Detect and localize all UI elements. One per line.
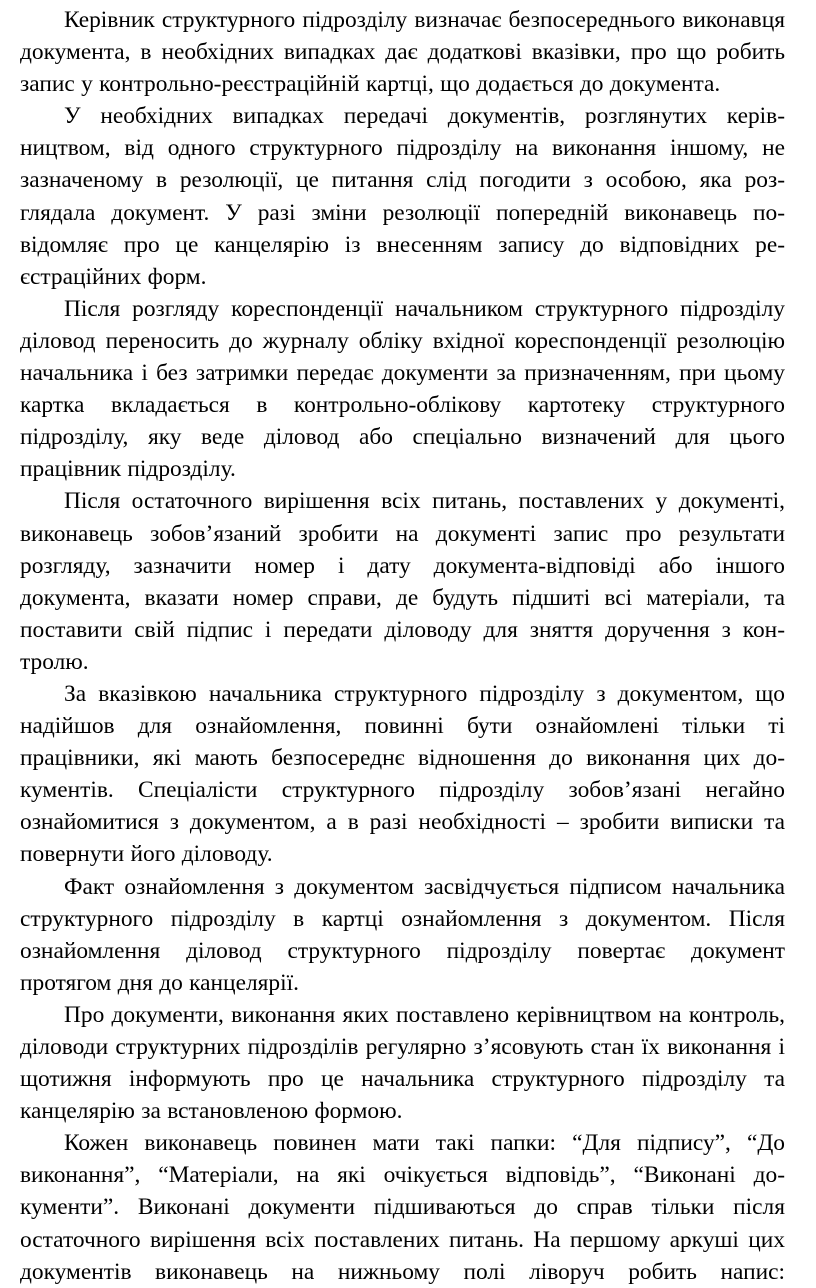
paragraph-1: Керівник структурного підрозділу визначає безпосереднього виконавця документа, в необхідних випадках дає додаткові вказівки, про що робить запис у контрольно-реєстраційній картці, що додається до документа. <box>20 7 785 98</box>
document-page <box>20 4 785 1288</box>
paragraph-2: У необхідних випадках передачі документів, розглянутих керівництвом, від одного структурного підрозділу на виконання іншому, не зазначеному в резолюції, це питання слід погодити з особою, яка розглядала документ. У разі зміни резолюції попередній виконавець повідомляє про це канцелярію із внесенням запису до відповідних реєстраційних форм. <box>20 103 785 290</box>
paragraph-4: Після остаточного вирішення всіх питань, поставлених у документі, виконавець зобов’язаний зробити на документі запис про результати розгляду, зазначити номер і дату документа-відповіді або іншого документа, вказати номер справи, де будуть підшиті всі матеріали, та поставити свій підпис і передати діловоду для зняття доручення з контролю. <box>20 488 785 675</box>
paragraph-3: Після розгляду кореспонденції начальником структурного підрозділу діловод переносить до журналу обліку вхідної кореспонденції резолюцію начальника і без затримки передає документи за призначенням, при цьому картка вкладається в контрольно-облікову картотеку структурного підрозділу, яку веде діловод або спеціально визначений для цього працівник підрозділу. <box>20 295 785 483</box>
paragraph-5: За вказівкою начальника структурного підрозділу з документом, що надійшов для ознайомлення, повинні бути ознайомлені тільки ті працівники, які мають безпосереднє відношення до виконання цих документів. Спеціалісти структурного підрозділу зобов’язані негайно ознайомитися з документом, а в разі необхідності – зробити виписки та повернути його діловоду. <box>20 680 785 868</box>
paragraph-8: Кожен виконавець повинен мати такі папки: “Для підпису”, “До виконання”, “Матеріали, на які очікується відповідь”, “Виконані документи”. Виконані документи підшиваються до справ тільки після остаточного вирішення всіх поставлених питань. На першому аркуші цих документів виконавець на нижньому полі ліворуч робить напис: <box>20 1130 785 1285</box>
paragraph-6: Факт ознайомлення з документом засвідчується підписом начальника структурного підрозділу в картці ознайомлення з документом. Після ознайомлення діловод структурного підрозділу повертає документ протягом дня до канцелярії. <box>20 873 785 996</box>
paragraph-7: Про документи, виконання яких поставлено керівництвом на контроль, діловоди структурних підрозділів регулярно з’ясовують стан їх виконання і щотижня інформують про це начальника структурного підрозділу та канцелярію за встановленою формою. <box>20 1001 785 1125</box>
